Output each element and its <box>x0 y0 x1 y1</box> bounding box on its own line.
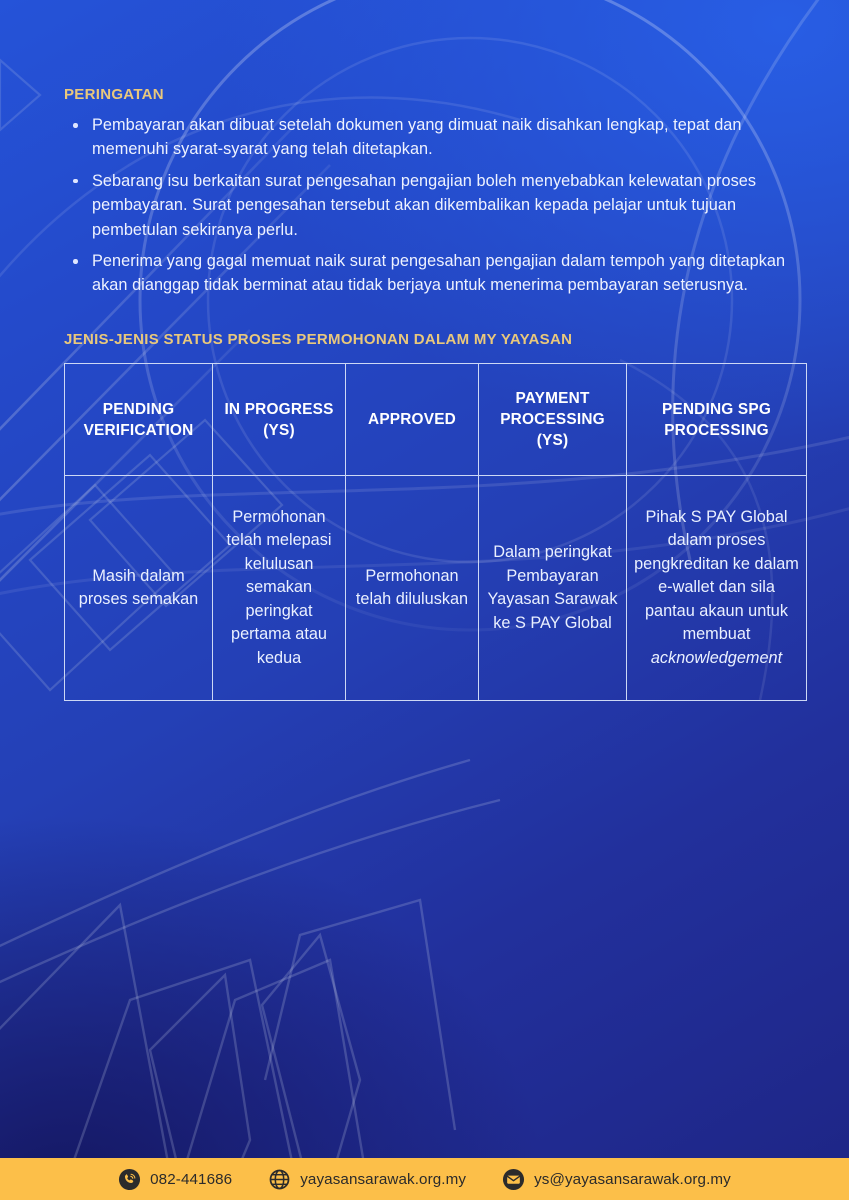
list-item: Sebarang isu berkaitan surat pengesahan pengajian boleh menyebabkan kelewatan proses pembayaran. Surat pengesahan tersebut akan dikembalikan kepada pelajar untuk tujuan pembetulan sekiranya perlu. <box>64 169 802 242</box>
contact-phone[interactable] <box>118 1168 232 1191</box>
table-header-pending-verification: PENDING VERIFICATION <box>65 364 213 476</box>
peringatan-list <box>64 113 802 305</box>
table-header-approved: APPROVED <box>346 364 479 476</box>
envelope-icon <box>502 1168 525 1191</box>
contact-footer <box>0 1158 849 1200</box>
table-header-payment-processing: PAYMENT PROCESSING (YS) <box>479 364 627 476</box>
table-cell-in-progress: Permohonan telah melepasi kelulusan semakan peringkat pertama atau kedua <box>213 476 346 701</box>
table-cell-pending-spg-processing <box>627 476 807 701</box>
globe-icon <box>268 1168 291 1191</box>
table-cell-approved: Permohonan telah diluluskan <box>346 476 479 701</box>
table-header-row <box>65 364 807 476</box>
phone-number: 082-441686 <box>150 1170 233 1188</box>
table-header-pending-spg-processing: PENDING SPG PROCESSING <box>627 364 807 476</box>
status-section-heading: JENIS-JENIS STATUS PROSES PERMOHONAN DALAM MY YAYASAN <box>64 331 573 348</box>
status-table <box>64 363 807 701</box>
website-url: yayasansarawak.org.my <box>300 1170 467 1188</box>
contact-email[interactable] <box>502 1168 731 1191</box>
table-header-in-progress: IN PROGRESS (YS) <box>213 364 346 476</box>
table-cell-acknowledgement-emphasis: acknowledgement <box>650 648 783 667</box>
email-address: ys@yayasansarawak.org.my <box>534 1170 731 1188</box>
table-row <box>65 476 807 701</box>
contact-website[interactable] <box>268 1168 466 1191</box>
phone-icon <box>118 1168 141 1191</box>
list-item: Pembayaran akan dibuat setelah dokumen yang dimuat naik disahkan lengkap, tepat dan memenuhi syarat-syarat yang telah ditetapkan. <box>64 113 802 162</box>
peringatan-heading: PERINGATAN <box>64 86 164 103</box>
table-cell-pending-verification: Masih dalam proses semakan <box>65 476 213 701</box>
table-cell-payment-processing: Dalam peringkat Pembayaran Yayasan Sarawak ke S PAY Global <box>479 476 627 701</box>
table-cell-pending-spg-text: Pihak S PAY Global dalam proses pengkreditan ke dalam e-wallet dan sila pantau akaun untuk membuat <box>634 507 799 644</box>
list-item: Penerima yang gagal memuat naik surat pengesahan pengajian dalam tempoh yang ditetapkan akan dianggap tidak berminat atau tidak berjaya untuk menerima pembayaran seterusnya. <box>64 249 802 298</box>
